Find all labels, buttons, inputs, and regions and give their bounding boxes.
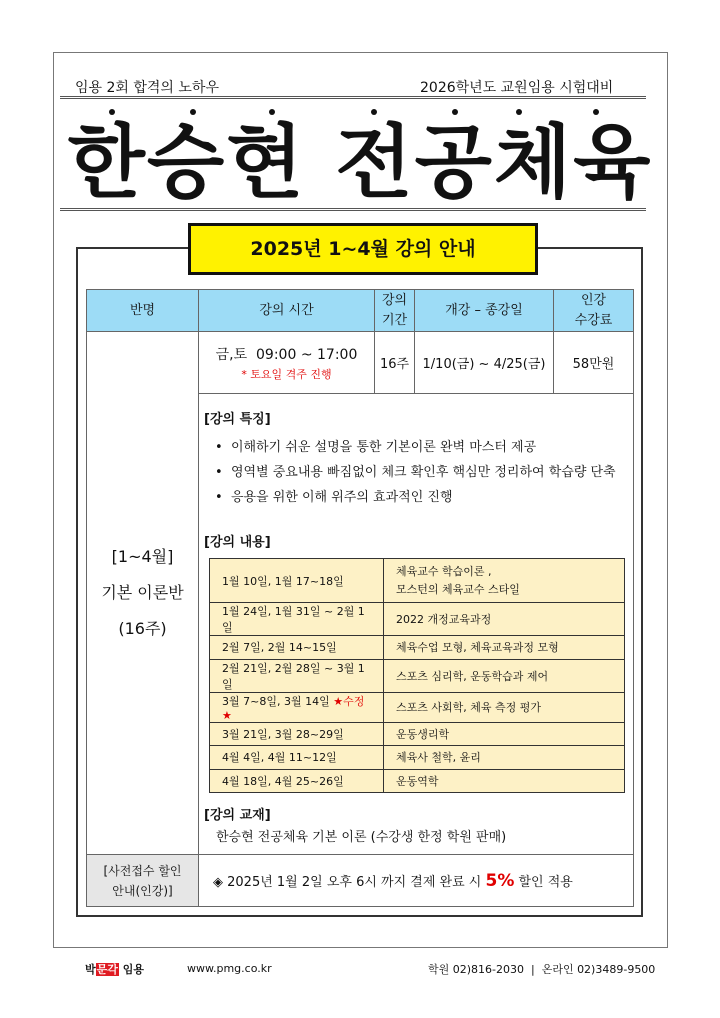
schedule-topic: 운동생리학	[384, 722, 625, 746]
tagline-left: 임용 2회 합격의 노하우	[75, 80, 219, 96]
schedule-date: 3월 21일, 3월 28~29일	[210, 722, 384, 746]
class-period: [1~4월]	[111, 547, 174, 566]
logo-text: 박	[85, 963, 96, 976]
schedule-row	[210, 722, 625, 746]
schedule-row	[210, 636, 625, 660]
schedule-date: 4월 18일, 4월 25~26일	[210, 769, 384, 793]
table-row	[87, 332, 634, 394]
schedule-date: 2월 21일, 2월 28일 ~ 3월 1일	[210, 659, 384, 692]
header-time: 강의 시간	[199, 290, 375, 332]
features-title: [강의 특징]	[204, 412, 271, 427]
schedule-topic: 체육사 철학, 윤리	[384, 746, 625, 770]
feature-item: • 영역별 중요내용 빠짐없이 체크 확인후 핵심만 정리하여 학습량 단축	[215, 465, 616, 480]
book-title: [강의 교재]	[204, 808, 271, 823]
class-name-cell	[87, 332, 199, 855]
feature-text: 이해하기 쉬운 설명을 통한 기본이론 완벽 마스터 제공	[230, 440, 537, 455]
schedule-topic: 스포츠 사회학, 체육 측정 평가	[384, 692, 625, 722]
course-table	[86, 289, 634, 855]
time-note: * 토요일 격주 진행	[241, 367, 332, 381]
time-cell	[199, 332, 375, 394]
class-weeks: (16주)	[118, 619, 167, 638]
schedule-date: 2월 7일, 2월 14~15일	[210, 636, 384, 660]
banner-title: 2025년 1~4월 강의 안내	[188, 223, 538, 275]
description-cell	[199, 394, 634, 855]
revision-note: ★수정★	[222, 694, 365, 722]
schedule-date-cell	[210, 692, 384, 722]
logo-text: 임용	[118, 963, 144, 976]
duration-cell: 16주	[375, 332, 415, 394]
tagline-right: 2026학년도 교원임용 시험대비	[420, 80, 614, 96]
schedule-topic: 체육수업 모형, 체육교육과정 모형	[384, 636, 625, 660]
header-duration: 강의 기간	[375, 290, 415, 332]
emphasis-dot	[452, 109, 458, 115]
bottom-rule	[60, 208, 646, 211]
schedule-row	[210, 659, 625, 692]
emphasis-dot	[371, 109, 377, 115]
page-title: 한승현 전공체육	[67, 116, 653, 209]
fee-cell: 58만원	[554, 332, 634, 394]
discount-row	[87, 855, 634, 907]
logo-text-highlight: 문각	[96, 963, 118, 976]
schedule-topic: 체육교수 학습이론 , 모스턴의 체육교수 스타일	[384, 559, 625, 603]
schedule-row	[210, 769, 625, 793]
publisher-logo	[85, 961, 144, 977]
emphasis-dot	[109, 109, 115, 115]
header-dates: 개강 – 종강일	[415, 290, 554, 332]
schedule-row	[210, 746, 625, 770]
lecture-time: 금,토 09:00 ~ 17:00	[215, 346, 358, 363]
schedule-table	[209, 558, 625, 793]
discount-text-before: ◈ 2025년 1월 2일 오후 6시 까지 결제 완료 시	[213, 874, 486, 890]
emphasis-dot	[593, 109, 599, 115]
book-text: 한승현 전공체육 기본 이론 (수강생 한정 학원 판매)	[216, 830, 507, 845]
discount-label-line: 안내(인강)]	[112, 883, 173, 898]
emphasis-dot	[269, 109, 275, 115]
schedule-date: 4월 4일, 4월 11~12일	[210, 746, 384, 770]
discount-label-line: [사전접수 할인	[103, 863, 182, 878]
feature-text: 영역별 중요내용 빠짐없이 체크 확인후 핵심만 정리하여 학습량 단축	[230, 465, 616, 480]
schedule-row	[210, 603, 625, 636]
schedule-topic: 운동역학	[384, 769, 625, 793]
schedule-topic: 스포츠 심리학, 운동학습과 제어	[384, 659, 625, 692]
schedule-row	[210, 692, 625, 722]
feature-item: • 이해하기 쉬운 설명을 통한 기본이론 완벽 마스터 제공	[215, 440, 537, 455]
emphasis-dot	[516, 109, 522, 115]
table-header-row	[87, 290, 634, 332]
class-title: 기본 이론반	[101, 583, 184, 602]
feature-text: 응용을 위한 이해 위주의 효과적인 진행	[230, 490, 453, 505]
schedule-date: 1월 10일, 1월 17~18일	[210, 559, 384, 603]
header-class: 반명	[87, 290, 199, 332]
schedule-date: 1월 24일, 1월 31일 ~ 2월 1일	[210, 603, 384, 636]
schedule-topic: 2022 개정교육과정	[384, 603, 625, 636]
top-rule	[60, 96, 646, 99]
header-fee: 인강 수강료	[554, 290, 634, 332]
schedule-date: 3월 7~8일, 3월 14일	[222, 694, 330, 708]
discount-label	[87, 855, 199, 907]
discount-table	[86, 854, 634, 907]
discount-text-after: 할인 적용	[514, 874, 573, 890]
discount-text	[199, 855, 634, 907]
contact-info: 학원 02)816-2030 | 온라인 02)3489-9500	[428, 963, 656, 976]
feature-item: • 응용을 위한 이해 위주의 효과적인 진행	[215, 490, 453, 505]
emphasis-dot	[190, 109, 196, 115]
content-title: [강의 내용]	[204, 535, 271, 550]
discount-percent: 5%	[485, 870, 515, 891]
dates-cell: 1/10(금) ~ 4/25(금)	[415, 332, 554, 394]
schedule-row	[210, 559, 625, 603]
website-link[interactable]: www.pmg.co.kr	[187, 962, 272, 975]
